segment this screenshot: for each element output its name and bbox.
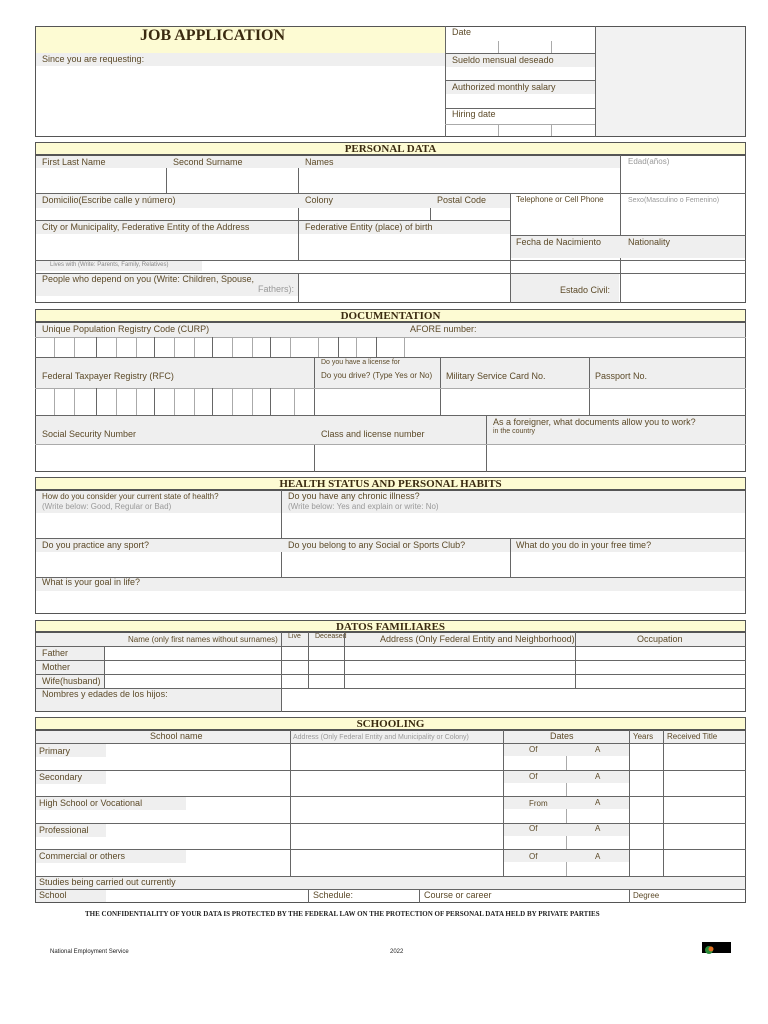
dates-col: Dates xyxy=(550,731,574,741)
family-name-col: Name (only first names without surnames) xyxy=(128,635,278,644)
family-father-label: Father xyxy=(42,648,69,658)
school-highschool-from: From xyxy=(529,799,548,808)
city-label: City or Municipality, Federative Entity of the Address xyxy=(42,222,250,232)
civil-status-label: Estado Civil: xyxy=(560,285,611,295)
school-secondary-to: A xyxy=(595,772,601,781)
school-primary-label: Primary xyxy=(39,746,70,756)
section-health: HEALTH STATUS AND PERSONAL HABITS xyxy=(35,477,746,490)
requesting-label: Since you are requesting: xyxy=(42,54,145,64)
foreigner-question: As a foreigner, what documents allow you to work? xyxy=(493,417,696,427)
school-primary-to: A xyxy=(595,745,601,754)
schedule-label: Schedule: xyxy=(313,890,354,900)
date-label: Date xyxy=(452,27,472,37)
section-personal-data: PERSONAL DATA xyxy=(35,142,746,155)
postal-code-label: Postal Code xyxy=(437,195,487,205)
license-question-2: Do you drive? (Type Yes or No) xyxy=(321,371,433,380)
free-time-question: What do you do in your free time? xyxy=(516,540,652,550)
school-name-col: School name xyxy=(150,731,203,741)
chronic-question: Do you have any chronic illness? xyxy=(288,491,420,501)
school-highschool-label: High School or Vocational xyxy=(39,798,143,808)
authorized-salary-label: Authorized monthly salary xyxy=(452,82,556,92)
sex-label: Sexo(Masculino o Femenino) xyxy=(628,197,720,204)
current-studies-label: Studies being carried out currently xyxy=(39,877,176,887)
birth-place-label: Federative Entity (place) of birth xyxy=(305,222,433,232)
section-schooling: SCHOOLING xyxy=(35,717,746,730)
school-professional-to: A xyxy=(595,824,601,833)
current-school-label: School xyxy=(39,890,67,900)
section-family: DATOS FAMILIARES xyxy=(35,620,746,632)
confidentiality-notice: THE CONFIDENTIALITY OF YOUR DATA IS PROTECTED BY THE FEDERAL LAW ON THE PROTECTION OF PERSONAL DATA HELD BY PRIVATE PARTIES xyxy=(85,910,600,918)
school-secondary-label: Secondary xyxy=(39,772,83,782)
desired-salary-label: Sueldo mensual deseado xyxy=(452,55,554,65)
school-highschool-to: A xyxy=(595,798,601,807)
family-deceased-col: Deceased xyxy=(315,633,347,640)
age-label: Edad(años) xyxy=(628,157,670,166)
health-question: How do you consider your current state of health? xyxy=(42,492,219,501)
birth-date-label: Fecha de Nacimiento xyxy=(516,237,602,247)
chronic-hint: (Write below: Yes and explain or write: No) xyxy=(288,502,439,511)
goal-question: What is your goal in life? xyxy=(42,577,141,587)
club-question: Do you belong to any Social or Sports Club? xyxy=(288,540,466,550)
form-title: JOB APPLICATION xyxy=(140,27,286,44)
family-live-col: Live xyxy=(288,633,301,640)
lives-with-label: Lives with (Write: Parents, Family, Relatives) xyxy=(50,262,169,268)
degree-label: Degree xyxy=(633,891,660,900)
school-commercial-from: Of xyxy=(529,852,538,861)
address-label: Domicilio(Escribe calle y número) xyxy=(42,195,176,205)
health-hint: (Write below: Good, Regular or Bad) xyxy=(42,502,172,511)
school-commercial-to: A xyxy=(595,852,601,861)
first-last-name-label: First Last Name xyxy=(42,157,106,167)
colony-label: Colony xyxy=(305,195,334,205)
second-surname-label: Second Surname xyxy=(173,157,243,167)
afore-label: AFORE number: xyxy=(410,324,477,334)
names-label: Names xyxy=(305,157,334,167)
passport-label: Passport No. xyxy=(595,371,648,381)
hiring-date-label: Hiring date xyxy=(452,109,496,119)
family-address-col: Address (Only Federal Entity and Neighborhood) xyxy=(380,634,575,644)
license-class-label: Class and license number xyxy=(321,429,425,439)
dependents-cont-label: Fathers): xyxy=(258,284,295,294)
year-label: 2022 xyxy=(390,949,404,955)
employment-service-label: National Employment Service xyxy=(50,949,129,955)
family-occupation-col: Occupation xyxy=(637,634,683,644)
dependents-label: People who depend on you (Write: Children, Spouse, xyxy=(42,274,254,284)
school-professional-label: Professional xyxy=(39,825,89,835)
telephone-label: Telephone or Cell Phone xyxy=(516,195,604,204)
photo-box[interactable] xyxy=(596,27,745,136)
school-commercial-label: Commercial or others xyxy=(39,851,126,861)
foreigner-question-2: in the country xyxy=(493,428,536,435)
course-label: Course or career xyxy=(424,890,492,900)
section-documentation: DOCUMENTATION xyxy=(35,309,746,322)
rfc-label: Federal Taxpayer Registry (RFC) xyxy=(42,371,174,381)
years-col: Years xyxy=(633,732,654,741)
family-mother-label: Mother xyxy=(42,662,71,672)
school-primary-from: Of xyxy=(529,745,538,754)
curp-label: Unique Population Registry Code (CURP) xyxy=(42,324,210,334)
received-title-col: Received Title xyxy=(667,732,718,741)
military-card-label: Military Service Card No. xyxy=(446,371,546,381)
school-address-col: Address (Only Federal Entity and Municipality or Colony) xyxy=(293,734,469,741)
logo-icon xyxy=(702,942,731,953)
license-question-1: Do you have a license for xyxy=(321,359,400,366)
sport-question: Do you practice any sport? xyxy=(42,540,150,550)
school-secondary-from: Of xyxy=(529,772,538,781)
children-label: Nombres y edades de los hijos: xyxy=(42,689,168,699)
family-spouse-label: Wife(husband) xyxy=(42,676,101,686)
ssn-label: Social Security Number xyxy=(42,429,137,439)
school-professional-from: Of xyxy=(529,824,538,833)
nationality-label: Nationality xyxy=(628,237,671,247)
